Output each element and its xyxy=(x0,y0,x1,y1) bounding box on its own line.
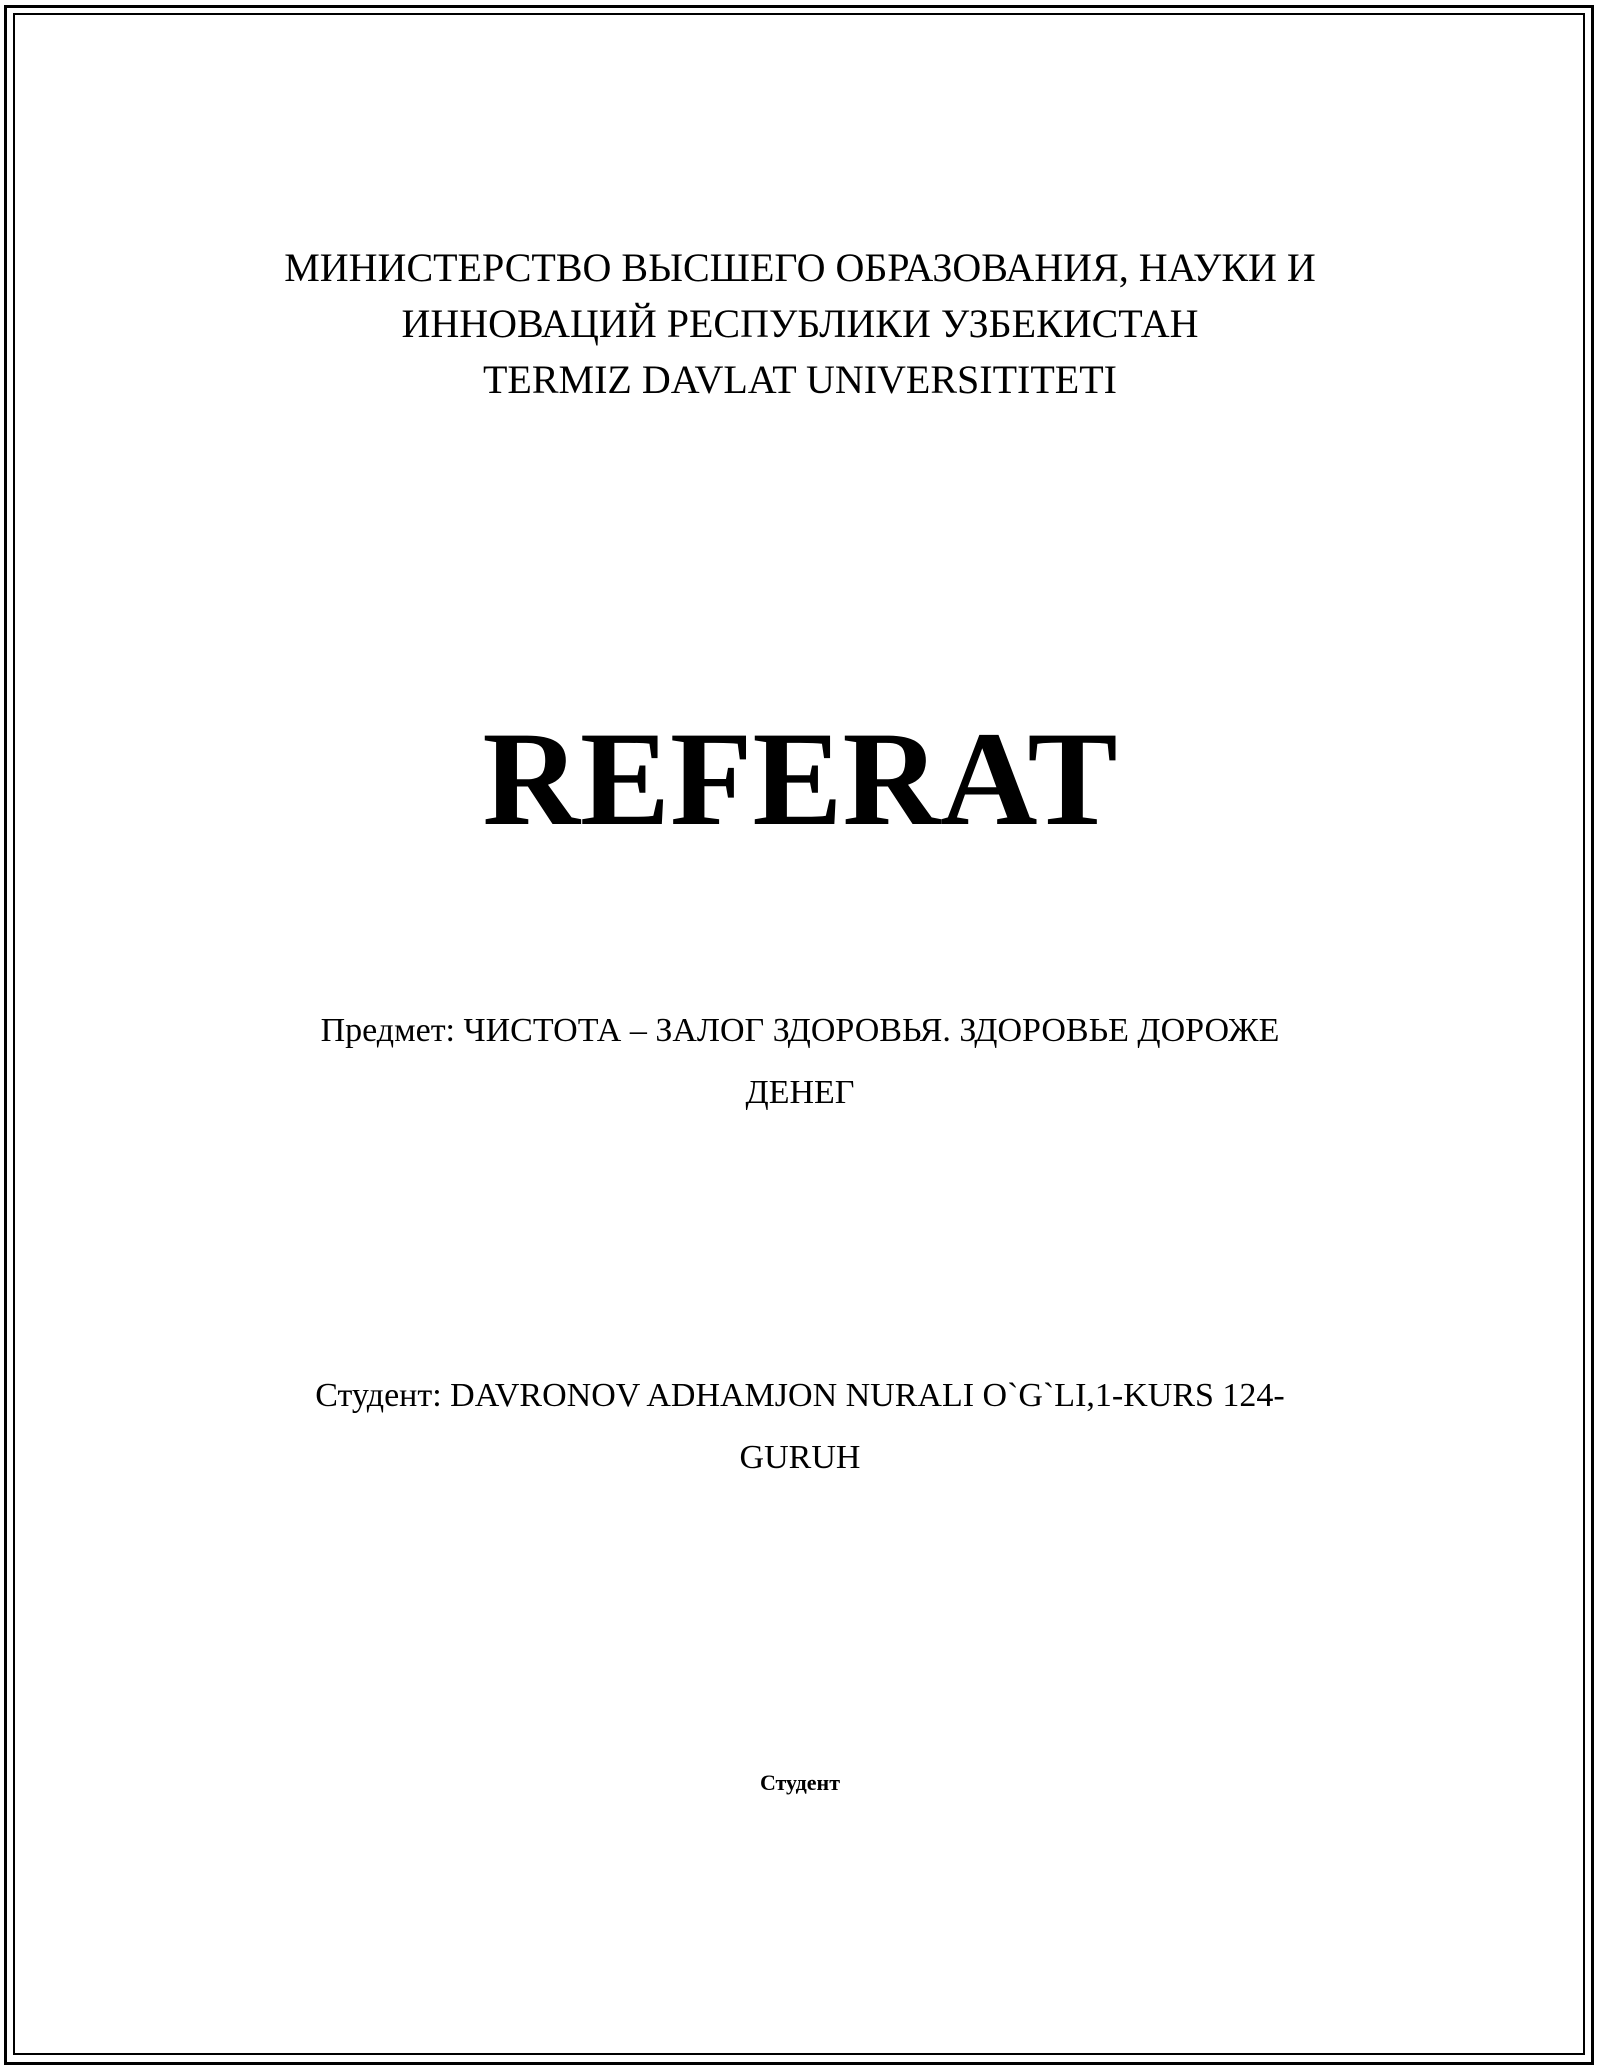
header-line-2: ИННОВАЦИЙ РЕСПУБЛИКИ УЗБЕКИСТАН xyxy=(401,301,1199,346)
subject-line-1: Предмет: ЧИСТОТА – ЗАЛОГ ЗДОРОВЬЯ. ЗДОРОВЬЕ ДОРОЖЕ xyxy=(320,1012,1280,1049)
subject-block xyxy=(0,1000,1600,1124)
student-line-2: GURUH xyxy=(739,1439,861,1476)
document-title: REFERAT xyxy=(482,705,1118,854)
footer-student-label: Студент xyxy=(759,1770,841,1795)
ministry-header xyxy=(0,240,1600,408)
subject-line-2: ДЕНЕГ xyxy=(745,1074,855,1111)
header-line-1: МИНИСТЕРСТВО ВЫСШЕГО ОБРАЗОВАНИЯ, НАУКИ И xyxy=(284,245,1316,290)
student-line-1: Студент: DAVRONOV ADHAMJON NURALI O`G`LI,1-KURS 124- xyxy=(315,1377,1285,1414)
header-line-3: TERMIZ DAVLAT UNIVERSITITETI xyxy=(482,357,1117,402)
student-block xyxy=(0,1365,1600,1489)
